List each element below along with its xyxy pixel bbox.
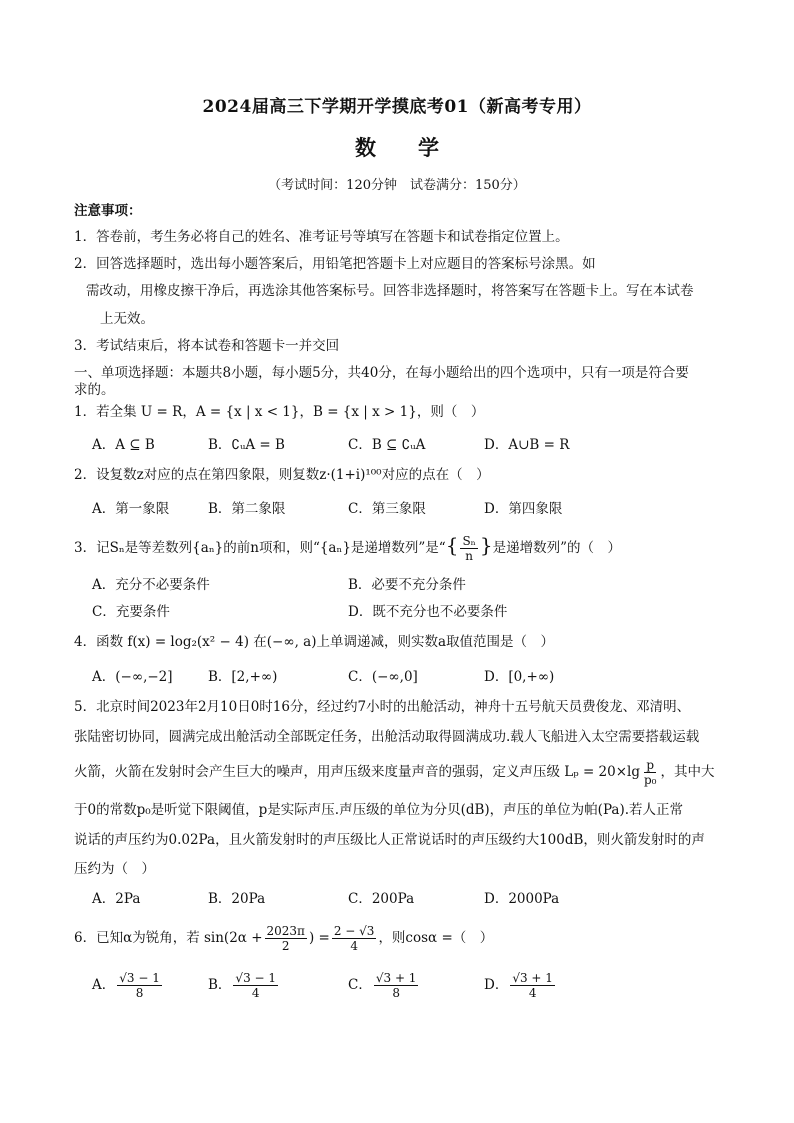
subject-title: 数 学 <box>355 135 439 160</box>
q6-option-c-fraction <box>374 971 419 1000</box>
q6-option-c-den: 8 <box>392 986 400 1000</box>
q3-option-b: B．必要不充分条件 <box>348 577 466 593</box>
q4-option-a: A．(−∞,−2] <box>92 669 173 685</box>
q1-option-d: D．A∪B = R <box>484 437 570 453</box>
q6-option-b-fraction <box>233 971 278 1000</box>
q6-option-c-label: C． <box>348 977 372 993</box>
q6-option-b-num: √3 − 1 <box>235 971 277 985</box>
q5-option-c: C．200Pa <box>348 891 415 907</box>
q3-frac-den: n <box>465 549 474 563</box>
q6-rhs-num: 2 − √3 <box>333 924 375 938</box>
q4-option-b: B．[2,+∞) <box>208 669 278 685</box>
q6-arg-fraction <box>265 924 307 953</box>
q5-line-3 <box>74 757 734 787</box>
q3-stem-b: 是递增数列”的（ ） <box>492 540 622 556</box>
q4-option-c: C．(−∞,0] <box>348 669 418 685</box>
section1-heading-a: 一、单项选择题：本题共8小题，每小题5分，共40分，在每小题给出的四个选项中，只有一项是符合要 <box>74 365 689 381</box>
q3-option-c: C．充要条件 <box>92 604 170 620</box>
q5-line-3b: ，其中大 <box>660 764 715 780</box>
q6-option-d <box>484 968 557 1002</box>
q3-option-a: A．充分不必要条件 <box>92 577 210 593</box>
q6-arg-den: 2 <box>281 939 290 953</box>
question-3-stem <box>74 530 734 563</box>
q4-option-d: D．[0,+∞) <box>484 669 555 685</box>
q6-option-b-den: 4 <box>251 986 260 1000</box>
q1-option-a: A．A ⊆ B <box>92 437 155 453</box>
question-4-stem: 4．函数 f(x) = log₂(x² − 4) 在(−∞, a)上单调递减，则实数a取值范围是（ ） <box>74 634 555 650</box>
notes-heading: 注意事项： <box>74 203 142 219</box>
question-2-stem: 2．设复数z对应的点在第四象限，则复数z·(1+i)¹⁰⁰对应的点在（ ） <box>74 467 490 483</box>
q6-arg-num: 2023π <box>266 924 305 938</box>
q3-frac-num: Sₙ <box>462 534 476 548</box>
q6-option-b <box>208 968 280 1002</box>
q3-option-d: D．既不充分也不必要条件 <box>348 604 508 620</box>
q6-rhs-fraction <box>332 924 377 953</box>
q5-line-2: 张陆密切协同，圆满完成出舱活动全部既定任务，出舱活动取得圆满成功.载人飞船进入太空需要搭载运载 <box>74 729 700 745</box>
q6-option-c <box>348 968 420 1002</box>
q5-frac-den: p₀ <box>644 773 657 787</box>
q5-line-4: 于0的常数p₀是听觉下限阈值，p是实际声压.声压级的单位为分贝(dB)，声压的单位为帕(Pa).若人正常 <box>74 802 684 818</box>
q5-line-6: 压约为（ ） <box>74 861 155 877</box>
q6-option-d-den: 4 <box>528 986 537 1000</box>
note-3: 3．考试结束后，将本试卷和答题卡一并交回 <box>74 338 340 354</box>
q6-option-b-label: B． <box>208 977 232 993</box>
q5-line-3a: 火箭，火箭在发射时会产生巨大的噪声，用声压级来度量声音的强弱，定义声压级 Lₚ = 20×lg <box>74 764 640 780</box>
q6-option-d-fraction <box>510 971 555 1000</box>
q5-line-1: 5．北京时间2023年2月10日0时16分，经过约7小时的出舱活动，神舟十五号航天员费俊龙、邓清明、 <box>74 699 691 715</box>
section1-heading-b: 求的。 <box>74 382 115 398</box>
q6-option-d-label: D． <box>484 977 509 993</box>
note-2a: 2．回答选择题时，选出每小题答案后，用铅笔把答题卡上对应题目的答案标号涂黑。如 <box>74 256 596 272</box>
q6-option-c-num: √3 + 1 <box>375 971 417 985</box>
q6-stem-mid: ) = <box>308 930 330 946</box>
exam-info: （考试时间：120分钟 试卷满分：150分） <box>268 178 526 193</box>
q6-rhs-den: 4 <box>350 939 358 953</box>
exam-title: 2024届高三下学期开学摸底考01（新高考专用） <box>202 97 592 117</box>
q6-stem-a: 6．已知α为锐角，若 sin(2α + <box>74 930 263 946</box>
q5-option-b: B．20Pa <box>208 891 266 907</box>
q2-option-b: B．第二象限 <box>208 501 286 517</box>
note-2b: 需改动，用橡皮擦干净后，再选涂其他答案标号。回答非选择题时，将答案写在答题卡上。写在本试卷 <box>86 283 694 299</box>
q6-option-a-num: √3 − 1 <box>119 971 160 985</box>
q2-option-c: C．第三象限 <box>348 501 426 517</box>
q2-option-a: A．第一象限 <box>92 501 170 517</box>
q2-option-d: D．第四象限 <box>484 501 563 517</box>
q6-option-a <box>92 968 164 1002</box>
q6-option-d-num: √3 + 1 <box>512 971 553 985</box>
q1-option-b: B．∁ᵤA = B <box>208 437 285 453</box>
q5-option-d: D．2000Pa <box>484 891 560 907</box>
q5-line-5: 说话的声压约为0.02Pa，且火箭发射时的声压级比人正常说话时的声压级约大100dB，则火箭发射时的声 <box>74 832 705 848</box>
q6-option-a-fraction <box>117 971 162 1000</box>
question-1-stem: 1．若全集 U = R，A = {x | x < 1}，B = {x | x > 1}，则（ ） <box>74 404 485 420</box>
q5-lp-fraction <box>642 758 659 787</box>
q3-stem-a: 3．记Sₙ是等差数列{aₙ}的前n项和，则“{aₙ}是递增数列”是“ <box>74 540 446 556</box>
q1-option-c: C．B ⊆ ∁ᵤA <box>348 437 426 453</box>
q3-brace-right: } <box>479 533 493 557</box>
q3-fraction <box>460 534 477 563</box>
q6-stem-b: ，则cosα =（ ） <box>378 930 494 946</box>
q5-frac-num: p <box>646 758 655 772</box>
note-2c: 上无效。 <box>100 311 154 327</box>
q3-brace-left: { <box>445 533 459 557</box>
note-1: 1．答卷前，考生务必将自己的姓名、准考证号等填写在答题卡和试卷指定位置上。 <box>74 229 569 245</box>
q6-option-a-label: A． <box>92 977 116 993</box>
q6-option-a-den: 8 <box>135 986 144 1000</box>
q5-option-a: A．2Pa <box>92 891 141 907</box>
question-6-stem <box>74 920 734 956</box>
